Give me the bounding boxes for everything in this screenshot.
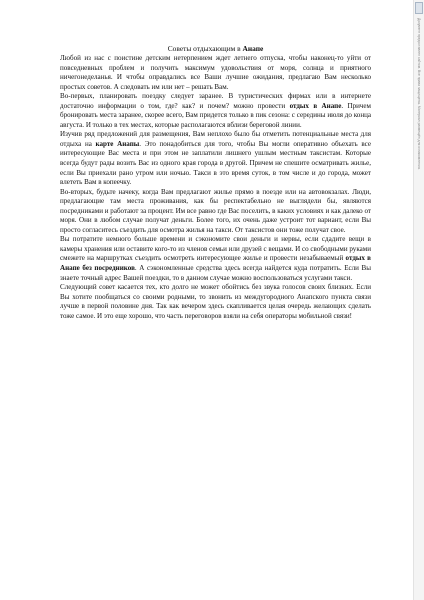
bold-phrase: отдых в Анапе: [289, 101, 342, 110]
text-run: Следующий совет касается тех, кто долго не может обойтись без звука голосов своих близких. Если Вы хотите пообщаться со своими родными, то звонить из междугородного Анапского пункта связи лучше в первой половине дня. Так как вечером здесь скапливается целая очередь желающих сделать тоже самое. И это еще хорошо, что часть переговоров взяли на себя операторы мобильной связи!: [60, 283, 371, 320]
paragraph: [60, 188, 371, 236]
title-prefix: Советы отдыхающим в: [167, 44, 243, 53]
paragraph: [60, 235, 371, 283]
document-body: [60, 44, 371, 321]
side-watermark-strip: [413, 0, 424, 600]
text-run: . А сэкономленные средства здесь всегда найдется куда потратить. Если Вы знаете точный адрес Вашей поездки, то в данном случае можно воспользоваться услугами такси.: [60, 264, 371, 282]
text-run: Во-вторых, будьте начеку, когда Вам предлагают жилье прямо в поезде или на автовокзалах. Люди, предлагающие там места проживания, как бы респектабельно не выглядели бы, являются посредниками и работают за процент. Им все равно где Вас поселить, в каких условиях и как далеко от моря. Они в любом случае получат деньги. Более того, их очень даже устроит тот вариант, если Вы просто согласитесь съездить для осмотра жилья на такси. От таксистов они тоже получат свое.: [60, 187, 371, 234]
document-title: [60, 44, 371, 54]
paragraph-list: [60, 54, 371, 321]
text-run: Вы потратите немного больше времени и сэкономите свои деньги и нервы, если сдадите вещи в камеры хранения или оставите кого-то из членов семьи или друзей с вещами. И со свободными руками смежете на маршрутках съездить осмотреть интересующее жилье и провести незабываемый: [60, 235, 371, 263]
paragraph: [60, 283, 371, 321]
text-run: Во-первых, планировать поездку следует заранее. В туристических фирмах или в интернете достаточно информации о том, где? как? и почем? можно провести: [60, 92, 371, 110]
text-run: . Это понадобиться для того, чтобы Вы могли оперативно объехать все интересующие Вас места и при этом не заплатили лишнего ушлым местным таксистам. Которые всегда будут рады возить Вас из одного края города в другой. Причем не спешите осматривать жилье, если Вы приехали рано утром или ночью. Такси в это время суток, в том числе и до города, может влететь Вам в копеечку.: [60, 139, 371, 187]
side-caption: Документ предоставлен сайтом. Все права защищены. Материал размещён для ознакомления.: [417, 18, 421, 170]
paragraph: [60, 130, 371, 187]
bold-phrase: отдых в Анапе без посредников: [60, 254, 371, 273]
document-logo-icon: [415, 2, 423, 14]
bold-phrase: карте Анапы: [95, 139, 140, 148]
paragraph: [60, 92, 371, 130]
title-bold: Анапе: [242, 44, 264, 53]
text-run: . Причем бронировать места заранее, скорее всего, Вам придется только в пик сезона: с середины июля до конца августа. И только в тех местах, которые располагаются вблизи береговой линии.: [60, 101, 372, 129]
text-run: Изучив ряд предложений для размещения, Вам неплохо было бы отметить потенциальные места для отдыха на: [60, 130, 371, 148]
paragraph: [60, 54, 371, 92]
text-run: Любой из нас с поистине детским нетерпением ждет летнего отпуска, чтобы наконец-то уйти от повседневных проблем и получить максимум удовольствия от моря, солнца и приятного ничегонеделанья. И чтобы оправдались все Ваши лучшие ожидания, предлагаю Вам несколько простых советов. А следовать им или нет – решать Вам.: [60, 54, 371, 91]
